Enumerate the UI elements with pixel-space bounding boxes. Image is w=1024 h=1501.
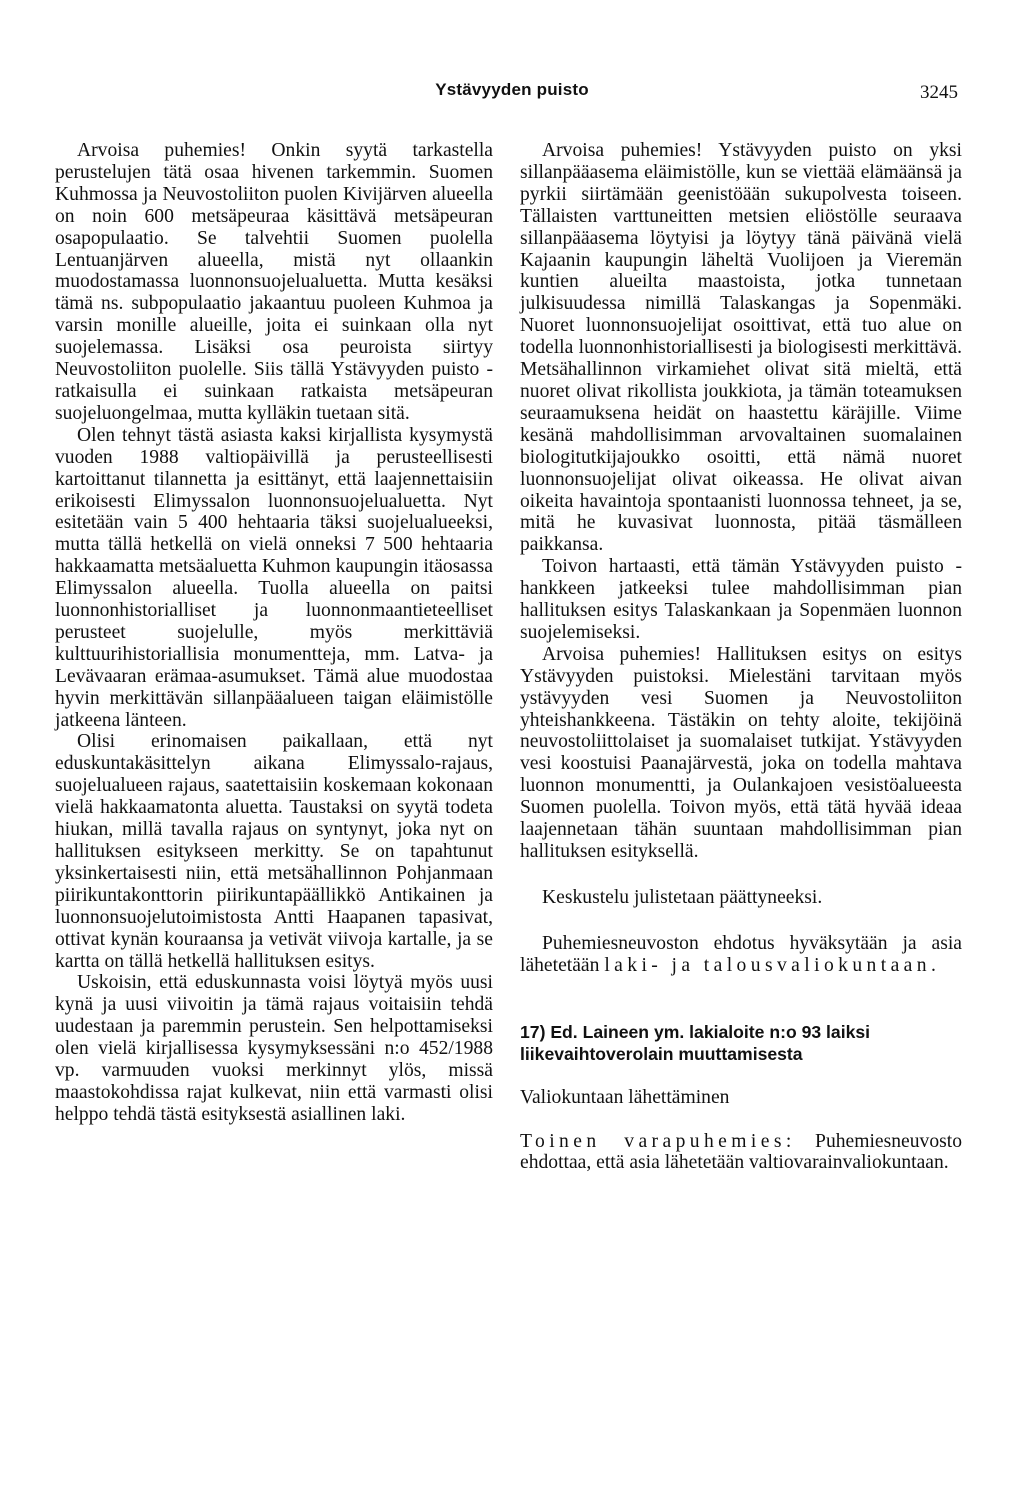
left-paragraph-2: Olen tehnyt tästä asiasta kaksi kirjallista kysymystä vuoden 1988 valtiopäivillä ja perusteellisesti kartoittanut tilannetta ja esittänyt, että laajennettaisiin erikoisesti Elimyssalon luonnonsuojelualuetta. Nyt esitetään vain 5 400 hehtaaria täksi suojelualueeksi, mutta tällä hetkellä on vielä onneksi 7 500 hehtaaria hakkaamatta metsäaluetta Kuhmon kaupungin itäosassa Elimyssalon alueella. Tuolla alueella on paitsi luonnonhistorialliset ja luonnonmaantieteelliset perusteet suojelulle, myös merkittäviä kulttuurihistoriallisia monumentteja, mm. Latva- ja Levävaaran erämaa-asumukset. Tämä alue muodostaa hyvin merkittävän sillanpääalueen taigan eläimistölle jatkeena länteen. bbox=[55, 424, 493, 731]
spacer bbox=[520, 909, 962, 933]
right-column bbox=[520, 140, 962, 1174]
spacer bbox=[520, 1109, 962, 1131]
closing-statement: Keskustelu julistetaan päättyneeksi. bbox=[542, 886, 823, 908]
committee-name: laki- ja talousvaliokuntaan. bbox=[604, 954, 941, 976]
council-decision bbox=[520, 933, 962, 977]
right-paragraph-2: Toivon hartaasti, että tämän Ystävyyden puisto -hankkeen jatkeeksi tulee mahdollisimman pian hallituksen esitys Talaskankaan ja Sopenmäen luonnon suojelemiseksi. bbox=[520, 556, 962, 643]
left-paragraph-3: Olisi erinomaisen paikallaan, että nyt eduskuntakäsittelyn aikana Elimyssalo-rajaus, suojelualueen rajaus, saatettaisiin koskemaan kokonaan vielä hakkaamatonta aluetta. Taustaksi on syytä todeta hiukan, millä tavalla rajaus on syntynyt, joka nyt on hallituksen esitykseen merkitty. Se on tapahtunut yksinkertaisesti niin, että metsähallinnon Pohjanmaan piirikuntakonttorin piirikuntapäällikkö Antikainen ja luonnonsuojelutoimistosta Antti Haapanen tapasivat, ottivat kynän kouraansa ja vetivät viivoja kartalle, ja se kartta on tällä hetkellä hallituksen esitys. bbox=[55, 731, 493, 972]
left-column bbox=[55, 140, 493, 1126]
subheading: Valiokuntaan lähettäminen bbox=[520, 1086, 730, 1108]
spacer bbox=[520, 863, 962, 887]
speaker-text: Puhemiesneuvosto ehdottaa, että asia lähetetään valtiovarainvaliokuntaan. bbox=[520, 1130, 962, 1174]
spacer bbox=[520, 1065, 962, 1087]
running-title: Ystävyyden puisto bbox=[435, 80, 589, 99]
page-number: 3245 bbox=[920, 82, 958, 103]
speaker-role: Toinen varapuhemies: bbox=[520, 1130, 796, 1152]
spacer bbox=[520, 977, 962, 1021]
item-heading: 17) Ed. Laineen ym. lakialoite n:o 93 laiksi liikevaihtoverolain muuttamisesta bbox=[520, 1021, 871, 1064]
left-paragraph-1: Arvoisa puhemies! Onkin syytä tarkastella perustelujen tätä osaa hivenen tarkemmin. Suomen Kuhmossa ja Neuvostoliiton puolen Kivijärven alueella on noin 600 metsäpeuraa käsittävä metsäpeuran osapopulaatio. Se talvehtii Suomen puolella Lentuanjärven alueella, mistä nyt ollaankin muodostamassa luonnonsuojelualuetta. Mutta kesäksi tämä ns. subpopulaatio jakaantuu puoleen Kuhmoa ja varsin monille alueille, joita ei suinkaan olla nyt suojelemassa. Lisäksi osa peuroista siirtyy Neuvostoliiton puolelle. Siis tällä Ystävyyden puisto -ratkaisulla ei suinkaan ratkaista metsäpeuran suojeluongelmaa, mutta kylläkin tuetaan sitä. bbox=[55, 140, 493, 424]
speaker-statement bbox=[520, 1131, 962, 1175]
left-paragraph-4: Uskoisin, että eduskunnasta voisi löytyä myös uusi kynä ja uusi viivoitin ja tämä rajaus voitaisiin tehdä uudestaan ja paremmin perustein. Sen helpottamiseksi olen vielä kirjallisessa kysymyksessäni n:o 452/1988 vp. varmuuden vuoksi merkinnyt ylös, missä maastokohdissa rajat kulkevat, niin että varmasti olisi helppo tehdä tästä esityksestä asiallinen laki. bbox=[55, 972, 493, 1125]
right-paragraph-3: Arvoisa puhemies! Hallituksen esitys on esitys Ystävyyden puistoksi. Mielestäni tarvitaan myös ystävyyden vesi Suomen ja Neuvostoliiton yhteishankkeena. Tästäkin on tehty aloite, tekijöinä neuvostoliittolaiset ja suomalaiset tutkijat. Ystävyyden vesi koostuisi Paanajärvestä, joka on todella mahtava luonnon monumentti, ja Oulankajoen vesistöalueesta Suomen puolella. Toivon myös, että tätä hyvää ideaa laajennetaan tähän suuntaan mahdollisimman pian hallituksen esityksellä. bbox=[520, 643, 962, 862]
right-paragraph-1: Arvoisa puhemies! Ystävyyden puisto on yksi sillanpääasema eläimistölle, kun se viettää elämäänsä ja pyrkii siirtämään geenistöään sukupolvesta toiseen. Tällaisten varttuneitten metsien eliöstölle seuraava sillanpääasema löytyisi ja löytyy tänä päivänä vielä Kajaanin kaupungin läheltä Vuolijoen ja Vieremän kuntien alueilta maastoista, jotka tunnetaan julkisuudessa nimillä Talaskangas ja Sopenmäki. Nuoret luonnonsuojelijat osoittivat, että tuo alue on todella luonnonhistoriallisesti ja biologisesti merkittävä. Metsähallinnon virkamiehet olivat sitä mieltä, että nuoret olivat rikollista joukkiota, ja tämän toteamuksen seuraamuksena heidät on haastettu käräjille. Viime kesänä mahdollisimman arvovaltainen suomalainen biologitutkijajoukko osoitti, että nämä nuoret luonnonsuojelijat olivat oikeassa. He olivat aivan oikeita havaintoja spontaanisti luonnossa tehneet, ja se, mitä he kuvasivat luonnosta, pitää täsmälleen paikkansa. bbox=[520, 140, 962, 556]
council-decision-text: Puhemiesneuvoston ehdotus hyväksytään ja asia lähetetään bbox=[520, 932, 962, 976]
